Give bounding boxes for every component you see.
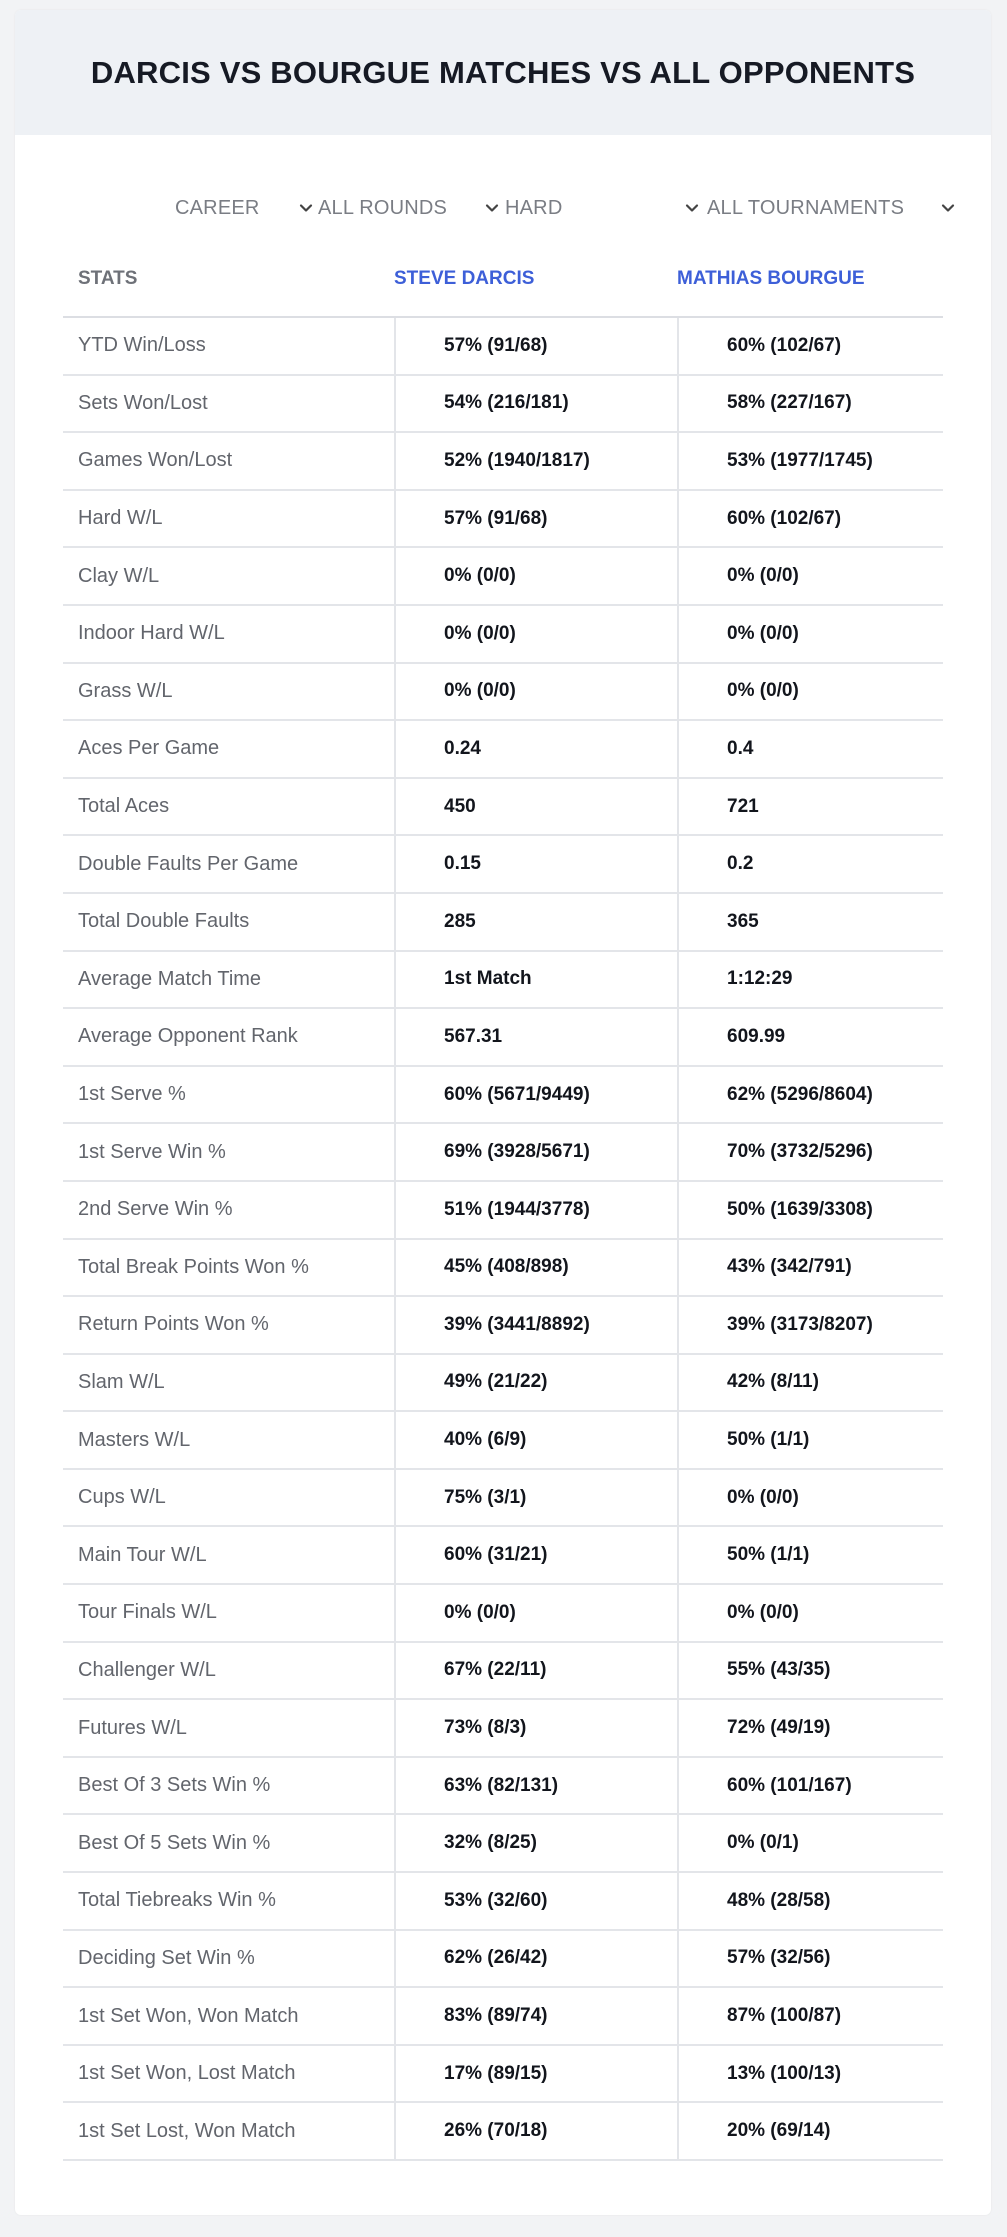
stat-label: Double Faults Per Game — [78, 852, 299, 875]
table-row — [63, 1758, 943, 1816]
player1-value: 57% (91/68) — [394, 318, 677, 374]
stat-label: Total Double Faults — [78, 910, 250, 933]
player2-value: 721 — [677, 779, 960, 835]
player2-value: 70% (3732/5296) — [677, 1124, 960, 1180]
player2-value: 72% (49/19) — [677, 1700, 960, 1756]
player2-value: 0% (0/1) — [677, 1815, 960, 1871]
table-row — [63, 1240, 943, 1298]
player2-value: 39% (3173/8207) — [677, 1297, 960, 1353]
column-header-player2[interactable]: MATHIAS BOURGUE — [677, 268, 865, 289]
player2-value: 60% (102/67) — [677, 491, 960, 547]
table-body — [63, 318, 943, 2161]
stat-label: Return Points Won % — [78, 1313, 269, 1336]
stat-label: Futures W/L — [78, 1716, 187, 1739]
stat-label: Best Of 3 Sets Win % — [78, 1774, 271, 1797]
player1-value: 0.15 — [394, 836, 677, 892]
table-row — [63, 836, 943, 894]
stat-label: Tour Finals W/L — [78, 1601, 217, 1624]
table-row — [63, 2103, 943, 2161]
career-select-label: CAREER — [175, 196, 260, 219]
column-header-stats: STATS — [78, 268, 138, 289]
player2-value: 50% (1/1) — [677, 1527, 960, 1583]
player1-value: 17% (89/15) — [394, 2046, 677, 2102]
player2-value: 0.2 — [677, 836, 960, 892]
table-row — [63, 1297, 943, 1355]
stat-label: YTD Win/Loss — [78, 334, 206, 357]
player2-value: 0% (0/0) — [677, 548, 960, 604]
filter-bar — [15, 180, 991, 236]
table-row — [63, 1355, 943, 1413]
player2-value: 58% (227/167) — [677, 376, 960, 432]
stat-label: 1st Set Won, Lost Match — [78, 2062, 296, 2085]
player1-value: 49% (21/22) — [394, 1355, 677, 1411]
player2-value: 0% (0/0) — [677, 1585, 960, 1641]
player1-value: 567.31 — [394, 1009, 677, 1065]
stat-label: Total Break Points Won % — [78, 1255, 309, 1278]
player1-value: 285 — [394, 894, 677, 950]
table-row — [63, 1412, 943, 1470]
player1-value: 32% (8/25) — [394, 1815, 677, 1871]
stat-label: Indoor Hard W/L — [78, 622, 225, 645]
chevron-down-icon — [297, 199, 315, 217]
player1-value: 75% (3/1) — [394, 1470, 677, 1526]
table-row — [63, 606, 943, 664]
player2-value: 0.4 — [677, 721, 960, 777]
player1-value: 40% (6/9) — [394, 1412, 677, 1468]
stat-label: 1st Serve % — [78, 1083, 186, 1106]
card-header — [15, 10, 991, 135]
table-row — [63, 1182, 943, 1240]
stat-label: Average Match Time — [78, 967, 262, 990]
player1-value: 54% (216/181) — [394, 376, 677, 432]
player1-value: 60% (31/21) — [394, 1527, 677, 1583]
player2-value: 53% (1977/1745) — [677, 433, 960, 489]
tournaments-select-label: ALL TOURNAMENTS — [707, 196, 905, 219]
player1-value: 60% (5671/9449) — [394, 1067, 677, 1123]
page-title: DARCIS VS BOURGUE MATCHES VS ALL OPPONENTS — [90, 54, 916, 90]
player1-value: 53% (32/60) — [394, 1873, 677, 1929]
rounds-select[interactable] — [318, 180, 501, 236]
player1-value: 1st Match — [394, 952, 677, 1008]
stat-label: Cups W/L — [78, 1486, 166, 1509]
player1-value: 63% (82/131) — [394, 1758, 677, 1814]
player2-value: 609.99 — [677, 1009, 960, 1065]
player2-value: 0% (0/0) — [677, 606, 960, 662]
table-row — [63, 491, 943, 549]
player2-value: 87% (100/87) — [677, 1988, 960, 2044]
player2-value: 50% (1/1) — [677, 1412, 960, 1468]
table-row — [63, 1643, 943, 1701]
stat-label: Deciding Set Win % — [78, 1946, 255, 1969]
stat-label: Challenger W/L — [78, 1658, 216, 1681]
player2-value: 43% (342/791) — [677, 1240, 960, 1296]
stat-label: Clay W/L — [78, 564, 160, 587]
table-row — [63, 548, 943, 606]
stat-label: 1st Serve Win % — [78, 1140, 226, 1163]
table-row — [63, 376, 943, 434]
player1-value: 450 — [394, 779, 677, 835]
player2-value: 0% (0/0) — [677, 1470, 960, 1526]
table-row — [63, 1873, 943, 1931]
player2-value: 365 — [677, 894, 960, 950]
player1-value: 0% (0/0) — [394, 664, 677, 720]
stat-label: Sets Won/Lost — [78, 391, 208, 414]
stat-label: Masters W/L — [78, 1428, 191, 1451]
table-row — [63, 721, 943, 779]
stat-label: 1st Set Won, Won Match — [78, 2004, 299, 2027]
stat-label: Hard W/L — [78, 507, 163, 530]
player1-value: 0.24 — [394, 721, 677, 777]
player1-value: 57% (91/68) — [394, 491, 677, 547]
table-row — [63, 894, 943, 952]
stat-label: Average Opponent Rank — [78, 1025, 298, 1048]
table-row — [63, 433, 943, 491]
table-row — [63, 664, 943, 722]
table-row — [63, 318, 943, 376]
player2-value: 57% (32/56) — [677, 1931, 960, 1987]
stat-label: Aces Per Game — [78, 737, 220, 760]
column-header-player1[interactable]: STEVE DARCIS — [394, 268, 535, 289]
player2-value: 20% (69/14) — [677, 2103, 960, 2159]
table-row — [63, 1009, 943, 1067]
tournaments-select[interactable] — [707, 180, 957, 236]
player2-value: 13% (100/13) — [677, 2046, 960, 2102]
stat-label: Games Won/Lost — [78, 449, 233, 472]
career-select[interactable] — [175, 180, 315, 236]
player2-value: 1:12:29 — [677, 952, 960, 1008]
player1-value: 69% (3928/5671) — [394, 1124, 677, 1180]
stat-label: Total Aces — [78, 795, 170, 818]
player1-value: 83% (89/74) — [394, 1988, 677, 2044]
player2-value: 42% (8/11) — [677, 1355, 960, 1411]
table-row — [63, 779, 943, 837]
surface-select[interactable] — [505, 180, 701, 236]
table-row — [63, 952, 943, 1010]
player2-value: 60% (102/67) — [677, 318, 960, 374]
stat-label: 1st Set Lost, Won Match — [78, 2119, 296, 2142]
player1-value: 67% (22/11) — [394, 1643, 677, 1699]
player1-value: 26% (70/18) — [394, 2103, 677, 2159]
table-row — [63, 1815, 943, 1873]
chevron-down-icon — [683, 199, 701, 217]
player1-value: 39% (3441/8892) — [394, 1297, 677, 1353]
player2-value: 60% (101/167) — [677, 1758, 960, 1814]
table-row — [63, 1124, 943, 1182]
table-row — [63, 1067, 943, 1125]
stat-label: 2nd Serve Win % — [78, 1198, 233, 1221]
table-row — [63, 1470, 943, 1528]
chevron-down-icon — [939, 199, 957, 217]
chevron-down-icon — [483, 199, 501, 217]
player1-value: 73% (8/3) — [394, 1700, 677, 1756]
stat-label: Slam W/L — [78, 1370, 165, 1393]
table-header — [63, 242, 943, 318]
table-row — [63, 1527, 943, 1585]
player2-value: 48% (28/58) — [677, 1873, 960, 1929]
player2-value: 50% (1639/3308) — [677, 1182, 960, 1238]
stat-label: Best Of 5 Sets Win % — [78, 1831, 271, 1854]
player1-value: 0% (0/0) — [394, 1585, 677, 1641]
comparison-card — [15, 10, 991, 2215]
player1-value: 0% (0/0) — [394, 548, 677, 604]
stat-label: Total Tiebreaks Win % — [78, 1889, 276, 1912]
stat-label: Grass W/L — [78, 679, 173, 702]
player1-value: 45% (408/898) — [394, 1240, 677, 1296]
table-row — [63, 1988, 943, 2046]
surface-select-label: HARD — [505, 196, 563, 219]
player2-value: 0% (0/0) — [677, 664, 960, 720]
player1-value: 51% (1944/3778) — [394, 1182, 677, 1238]
table-row — [63, 1585, 943, 1643]
stats-table — [63, 242, 943, 2161]
player2-value: 62% (5296/8604) — [677, 1067, 960, 1123]
player2-value: 55% (43/35) — [677, 1643, 960, 1699]
table-row — [63, 1931, 943, 1989]
player1-value: 52% (1940/1817) — [394, 433, 677, 489]
table-row — [63, 2046, 943, 2104]
player1-value: 0% (0/0) — [394, 606, 677, 662]
rounds-select-label: ALL ROUNDS — [318, 196, 448, 219]
stat-label: Main Tour W/L — [78, 1543, 207, 1566]
player1-value: 62% (26/42) — [394, 1931, 677, 1987]
table-row — [63, 1700, 943, 1758]
